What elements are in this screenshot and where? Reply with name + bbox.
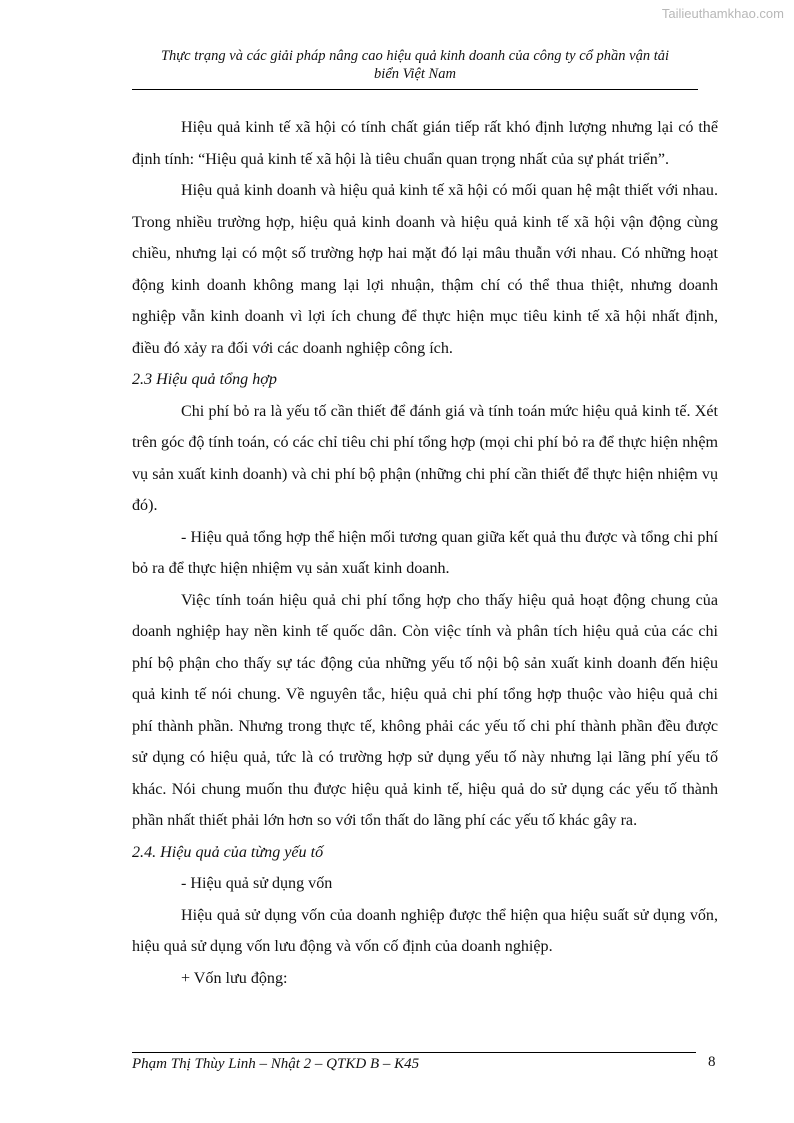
footer-author: Phạm Thị Thùy Linh – Nhật 2 – QTKD B – K45 (132, 1056, 420, 1072)
paragraph: + Vốn lưu động: (181, 969, 288, 987)
page-number: 8 (708, 1054, 716, 1070)
header-divider (132, 89, 698, 90)
header-title-line-2: biển Việt Nam (374, 66, 456, 82)
header-title-line-1: Thực trạng và các giải pháp nâng cao hiệu quả kinh doanh của công ty cổ phần vận tải (160, 48, 670, 64)
document-body (132, 112, 718, 994)
paragraph: Hiệu quả kinh tế xã hội có tính chất gián tiếp rất khó định lượng nhưng lại có thể định tính: “Hiệu quả kinh tế xã hội là tiêu chuẩn quan trọng nhất của sự phát triển”. (132, 119, 718, 168)
paragraph: Chi phí bỏ ra là yếu tố cần thiết để đánh giá và tính toán mức hiệu quả kinh tế. Xét trên góc độ tính toán, có các chỉ tiêu chi phí tổng hợp (mọi chi phí bỏ ra để thực hiện nhệm vụ sản xuất kinh doanh) và chi phí bộ phận (những chi phí cần thiết để thực hiện nhiệm vụ đó). (132, 402, 718, 514)
paragraph: - Hiệu quả tổng hợp thể hiện mối tương quan giữa kết quả thu được và tổng chi phí bỏ ra để thực hiện nhiệm vụ sản xuất kinh doanh. (132, 528, 718, 577)
paragraph: Hiệu quả sử dụng vốn của doanh nghiệp được thể hiện qua hiệu suất sử dụng vốn, hiệu quả sử dụng vốn lưu động và vốn cố định của doanh nghiệp. (132, 906, 718, 955)
paragraph: - Hiệu quả sử dụng vốn (181, 875, 333, 892)
paragraph: Việc tính toán hiệu quả chi phí tổng hợp cho thấy hiệu quả hoạt động chung của doanh nghiệp hay nền kinh tế quốc dân. Còn việc tính và phân tích hiệu quả của các chi phí bộ phận cho thấy sự tác động của những yếu tố nội bộ sản xuất kinh doanh đến hiệu quả kinh tế nói chung. Về nguyên tắc, hiệu quả chi phí tổng hợp thuộc vào hiệu quả chi phí thành phần. Nhưng trong thực tế, không phải các yếu tố chi phí thành phần đều được sử dụng có hiệu quả, tức là có trường hợp sử dụng yếu tố này nhưng lại lãng phí yếu tố khác. Nói chung muốn thu được hiệu quả kinh tế, hiệu quả do sử dụng các yếu tố thành phần nhất thiết phải lớn hơn so với tổn thất do lãng phí các yếu tố khác gây ra. (132, 591, 718, 829)
footer-divider (132, 1052, 696, 1053)
page-header (132, 47, 698, 83)
section-heading: 2.3 Hiệu quả tổng hợp (132, 371, 277, 388)
section-heading: 2.4. Hiệu quả của từng yếu tố (132, 843, 324, 861)
paragraph: Hiệu quả kinh doanh và hiệu quả kinh tế xã hội có mối quan hệ mật thiết với nhau. Trong nhiều trường hợp, hiệu quả kinh doanh và hiệu quả kinh tế xã hội vận động cùng chiều, nhưng lại có một số trường hợp hai mặt đó lại mâu thuẫn với nhau. Có những hoạt động kinh doanh không mang lại lợi nhuận, thậm chí có thể thua thiệt, nhưng doanh nghiệp vẫn kinh doanh vì lợi ích chung để thực hiện mục tiêu kinh tế xã hội nhất định, điều đó xảy ra đối với các doanh nghiệp công ích. (132, 182, 718, 357)
watermark-text: Tailieuthamkhao.com (661, 6, 784, 21)
